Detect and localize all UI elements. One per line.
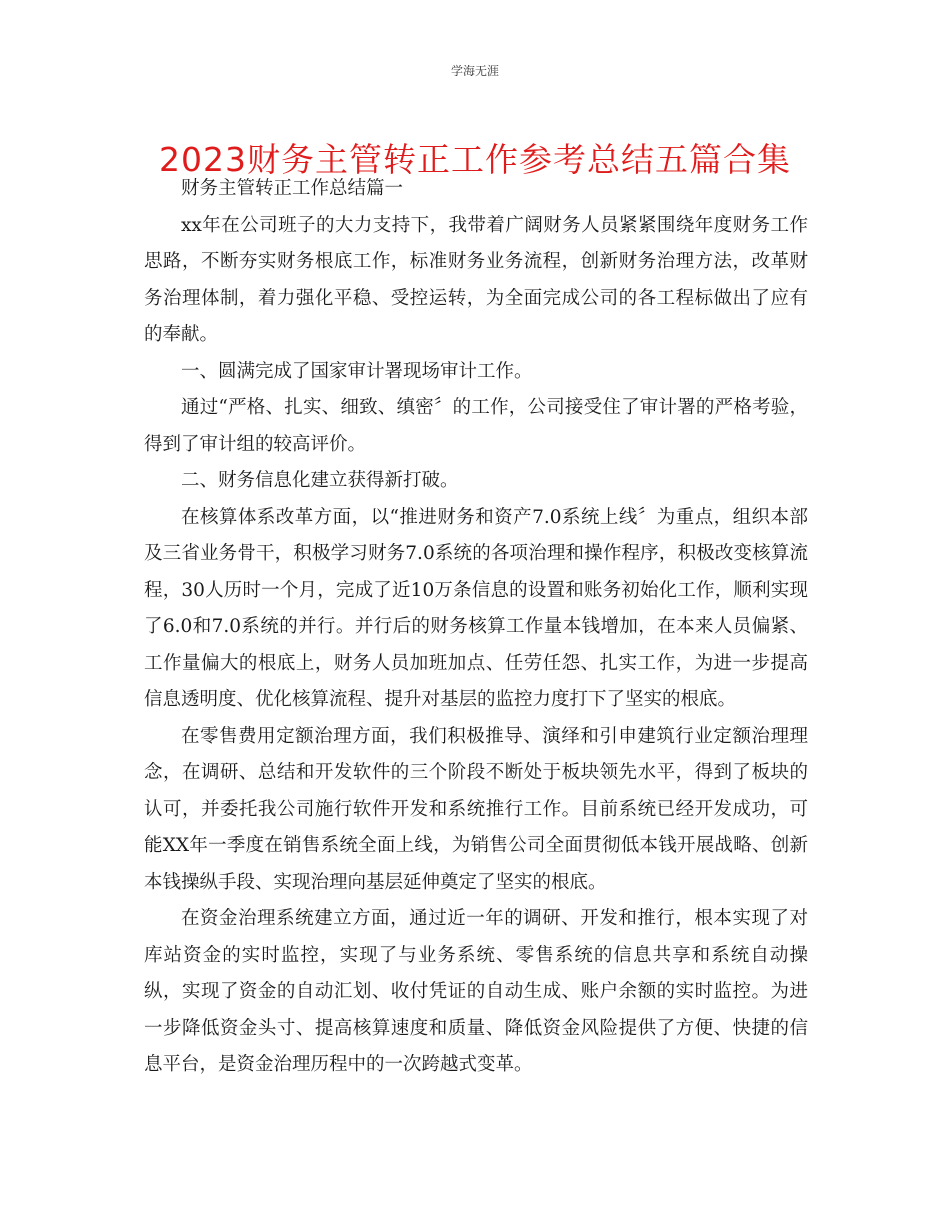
section-heading: 财务主管转正工作总结篇一 <box>181 178 404 199</box>
document-body <box>144 171 808 1084</box>
paragraph: xx年在公司班子的大力支持下，我带着广阔财务人员紧紧围绕年度财务工作思路，不断夯实财务根底工作，标准财务业务流程，创新财务治理方法，改革财务治理体制，着力强化平稳、受控运转，为全面完成公司的各工程标做出了应有的奉献。 <box>144 214 808 345</box>
paragraph: 在核算体系改革方面，以“推进财务和资产7.0系统上线〞为重点，组织本部及三省业务骨干，积极学习财务7.0系统的各项治理和操作程序，积极改变核算流程，30人历时一个月，完成了近10万条信息的设置和账务初始化工作，顺利实现了6.0和7.0系统的并行。并行后的财务核算工作量本钱增加，在本来人员偏紧、工作量偏大的根底上，财务人员加班加点、任劳任怨、扎实工作，为进一步提高信息透明度、优化核算流程、提升对基层的监控力度打下了坚实的根底。 <box>144 506 808 710</box>
subsection-heading: 二、财务信息化建立获得新打破。 <box>181 470 459 491</box>
paragraph: 通过“严格、扎实、细致、缜密〞的工作，公司接受住了审计署的严格考验，得到了审计组的较高评价。 <box>144 397 808 455</box>
document-title: 2023财务主管转正工作参考总结五篇合集 <box>159 140 791 179</box>
paragraph: 在零售费用定额治理方面，我们积极推导、演绎和引申建筑行业定额治理理念，在调研、总结和开发软件的三个阶段不断处于板块领先水平，得到了板块的认可，并委托我公司施行软件开发和系统推行工作。目前系统已经开发成功，可能XX年一季度在销售系统全面上线，为销售公司全面贯彻低本钱开展战略、创新本钱操纵手段、实现治理向基层延伸奠定了坚实的根底。 <box>144 725 808 893</box>
subsection-heading: 一、圆满完成了国家审计署现场审计工作。 <box>181 360 533 382</box>
page-header: 学海无涯 <box>450 64 499 78</box>
paragraph: 在资金治理系统建立方面，通过近一年的调研、开发和推行，根本实现了对库站资金的实时监控，实现了与业务系统、零售系统的信息共享和系统自动操纵，实现了资金的自动汇划、收付凭证的自动生成、账户余额的实时监控。为进一步降低资金头寸、提高核算速度和质量、降低资金风险提供了方便、快捷的信息平台，是资金治理历程中的一次跨越式变革。 <box>144 908 808 1075</box>
